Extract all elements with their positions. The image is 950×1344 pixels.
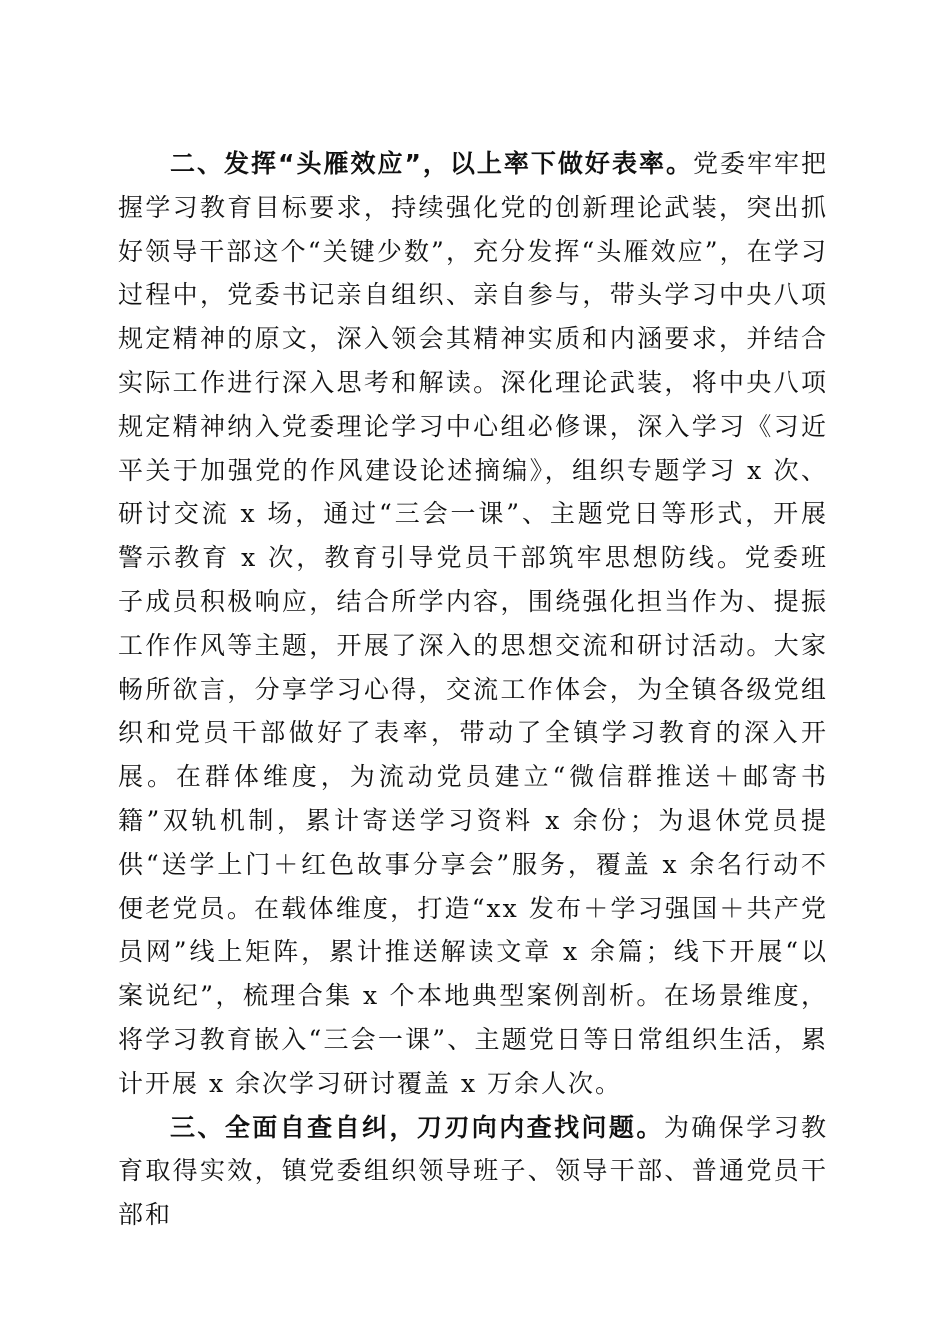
- section-2-heading: 二、发挥“头雁效应”，以上率下做好表率。: [170, 149, 693, 178]
- section-3-body: 为确保学习教育取得实效，镇党委组织领导班子、领导干部、普通党员干部和: [118, 1112, 828, 1230]
- section-3-heading: 三、全面自查自纠，刀刃向内查找问题。: [170, 1112, 664, 1142]
- paragraph-section-3: [118, 1106, 828, 1237]
- document-body: [118, 142, 828, 1237]
- section-2-body: 党委牢牢把握学习教育目标要求，持续强化党的创新理论武装，突出抓好领导干部这个“关键少数”，充分发挥“头雁效应”，在学习过程中，党委书记亲自组织、亲自参与，带头学习中央八项规定精神的原文，深入领会其精神实质和内涵要求，并结合实际工作进行深入思考和解读。深化理论武装，将中央八项规定精神纳入党委理论学习中心组必修课，深入学习《习近平关于加强党的作风建设论述摘编》，组织专题学习 x 次、研讨交流 x 场，通过“三会一课”、主题党日等形式，开展警示教育 x 次，教育引导党员干部筑牢思想防线。党委班子成员积极响应，结合所学内容，围绕强化担当作为、提振工作作风等主题，开展了深入的思想交流和研讨活动。大家畅所欲言，分享学习心得，交流工作体会，为全镇各级党组织和党员干部做好了表率，带动了全镇学习教育的深入开展。在群体维度，为流动党员建立“微信群推送＋邮寄书籍”双轨机制，累计寄送学习资料 x 余份；为退休党员提供“送学上门＋红色故事分享会”服务，覆盖 x 余名行动不便老党员。在载体维度，打造“xx 发布＋学习强国＋共产党员网”线上矩阵，累计推送解读文章 x 余篇；线下开展“以案说纪”，梳理合集 x 个本地典型案例剖析。在场景维度，将学习教育嵌入“三会一课”、主题党日等日常组织生活，累计开展 x 余次学习研讨覆盖 x 万余人次。: [118, 149, 828, 1098]
- paragraph-section-2: [118, 142, 828, 1106]
